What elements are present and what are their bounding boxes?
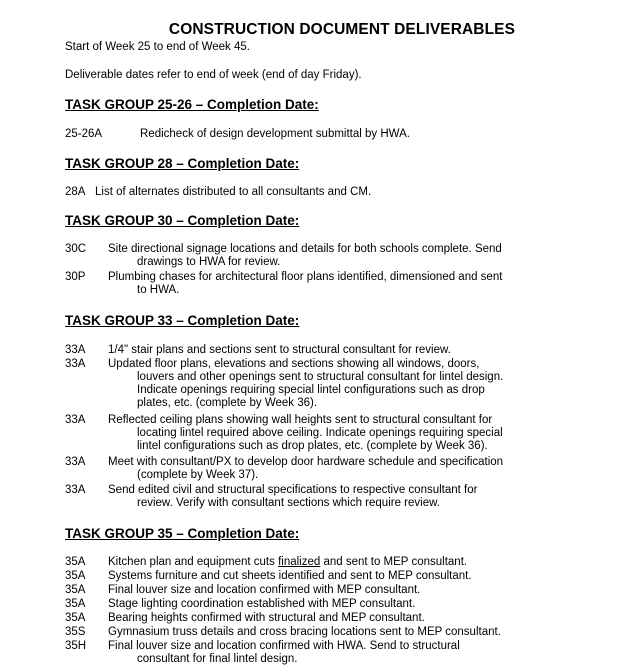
item-text [108,414,503,453]
item-code: 33A [65,358,86,370]
item-text [108,358,503,410]
item-code: 35A [65,612,86,624]
item-line: Meet with consultant/PX to develop door hardware schedule and specification [108,456,504,468]
task-group-heading: TASK GROUP 25-26 – Completion Date: [65,97,319,112]
item-line: Final louver size and location confirmed with MEP consultant. [108,584,421,596]
item-code: 35A [65,570,86,582]
item-line: review. Verify with consultant sections which require review. [137,497,440,509]
task-group-heading: TASK GROUP 28 – Completion Date: [65,156,300,171]
item-code: 33A [65,344,86,356]
item-line: Final louver size and location confirmed with HWA. Send to structural [108,640,460,652]
deliverable-note: Deliverable dates refer to end of week (end of day Friday). [65,69,362,81]
item-line: Stage lighting coordination established with MEP consultant. [108,598,416,610]
item-text [95,186,371,199]
item-code: 33A [65,456,86,468]
item-code: 35A [65,598,86,610]
item-text [108,556,467,569]
item-text [108,271,502,297]
item-code: 35A [65,556,86,568]
item-text-pre: Kitchen plan and equipment cuts [108,556,279,568]
task-group-heading: TASK GROUP 33 – Completion Date: [65,313,300,328]
item-line: to HWA. [137,284,180,296]
item-text [108,584,420,597]
item-text [108,626,501,639]
item-line: Plumbing chases for architectural floor plans identified, dimensioned and sent [108,271,503,283]
item-line: drawings to HWA for review. [137,256,281,268]
item-code: 30P [65,271,86,283]
task-group-heading: TASK GROUP 35 – Completion Date: [65,526,300,541]
item-code: 25-26A [65,128,103,140]
item-text-underlined: finalized [278,556,321,568]
item-text [108,243,502,269]
item-text [140,128,410,141]
item-text [108,456,503,482]
item-text-post: and sent to MEP consultant. [320,556,468,568]
item-text [108,598,415,611]
item-line: Updated floor plans, elevations and sections showing all windows, doors, [108,358,480,370]
item-line: Send edited civil and structural specifications to respective consultant for [108,484,478,496]
item-line: louvers and other openings sent to structural consultant for lintel design. [137,371,504,383]
item-text [108,344,451,357]
item-code: 28A [65,186,86,198]
item-line: Reflected ceiling plans showing wall heights sent to structural consultant for [108,414,493,426]
item-code: 35A [65,584,86,596]
schedule-range: Start of Week 25 to end of Week 45. [65,41,250,53]
item-text [108,640,460,666]
item-line: locating lintel required above ceiling. Indicate openings requiring special [137,427,503,439]
item-line: consultant for final lintel design. [137,653,298,665]
item-line: Bearing heights confirmed with structural and MEP consultant. [108,612,425,624]
document-title: CONSTRUCTION DOCUMENT DELIVERABLES [168,21,516,38]
item-code: 30C [65,243,87,255]
item-line: Redicheck of design development submittal by HWA. [140,128,410,140]
item-text [108,612,425,625]
item-line: lintel configurations such as drop plates, etc. (complete by Week 36). [137,440,488,452]
item-line: Indicate openings requiring special lintel configurations such as drop [137,384,485,396]
item-line: List of alternates distributed to all consultants and CM. [95,186,372,198]
item-code: 33A [65,414,86,426]
item-code: 35H [65,640,87,652]
item-line: Gymnasium truss details and cross bracing locations sent to MEP consultant. [108,626,501,638]
item-text [108,484,477,510]
item-line: 1/4" stair plans and sections sent to structural consultant for review. [108,344,451,356]
item-line: (complete by Week 37). [137,469,259,481]
item-line: Site directional signage locations and details for both schools complete. Send [108,243,502,255]
item-text [108,570,472,583]
task-group-heading: TASK GROUP 30 – Completion Date: [65,213,300,228]
item-line: plates, etc. (complete by Week 36). [137,397,318,409]
item-code: 33A [65,484,86,496]
item-line: Systems furniture and cut sheets identified and sent to MEP consultant. [108,570,472,582]
item-code: 35S [65,626,86,638]
